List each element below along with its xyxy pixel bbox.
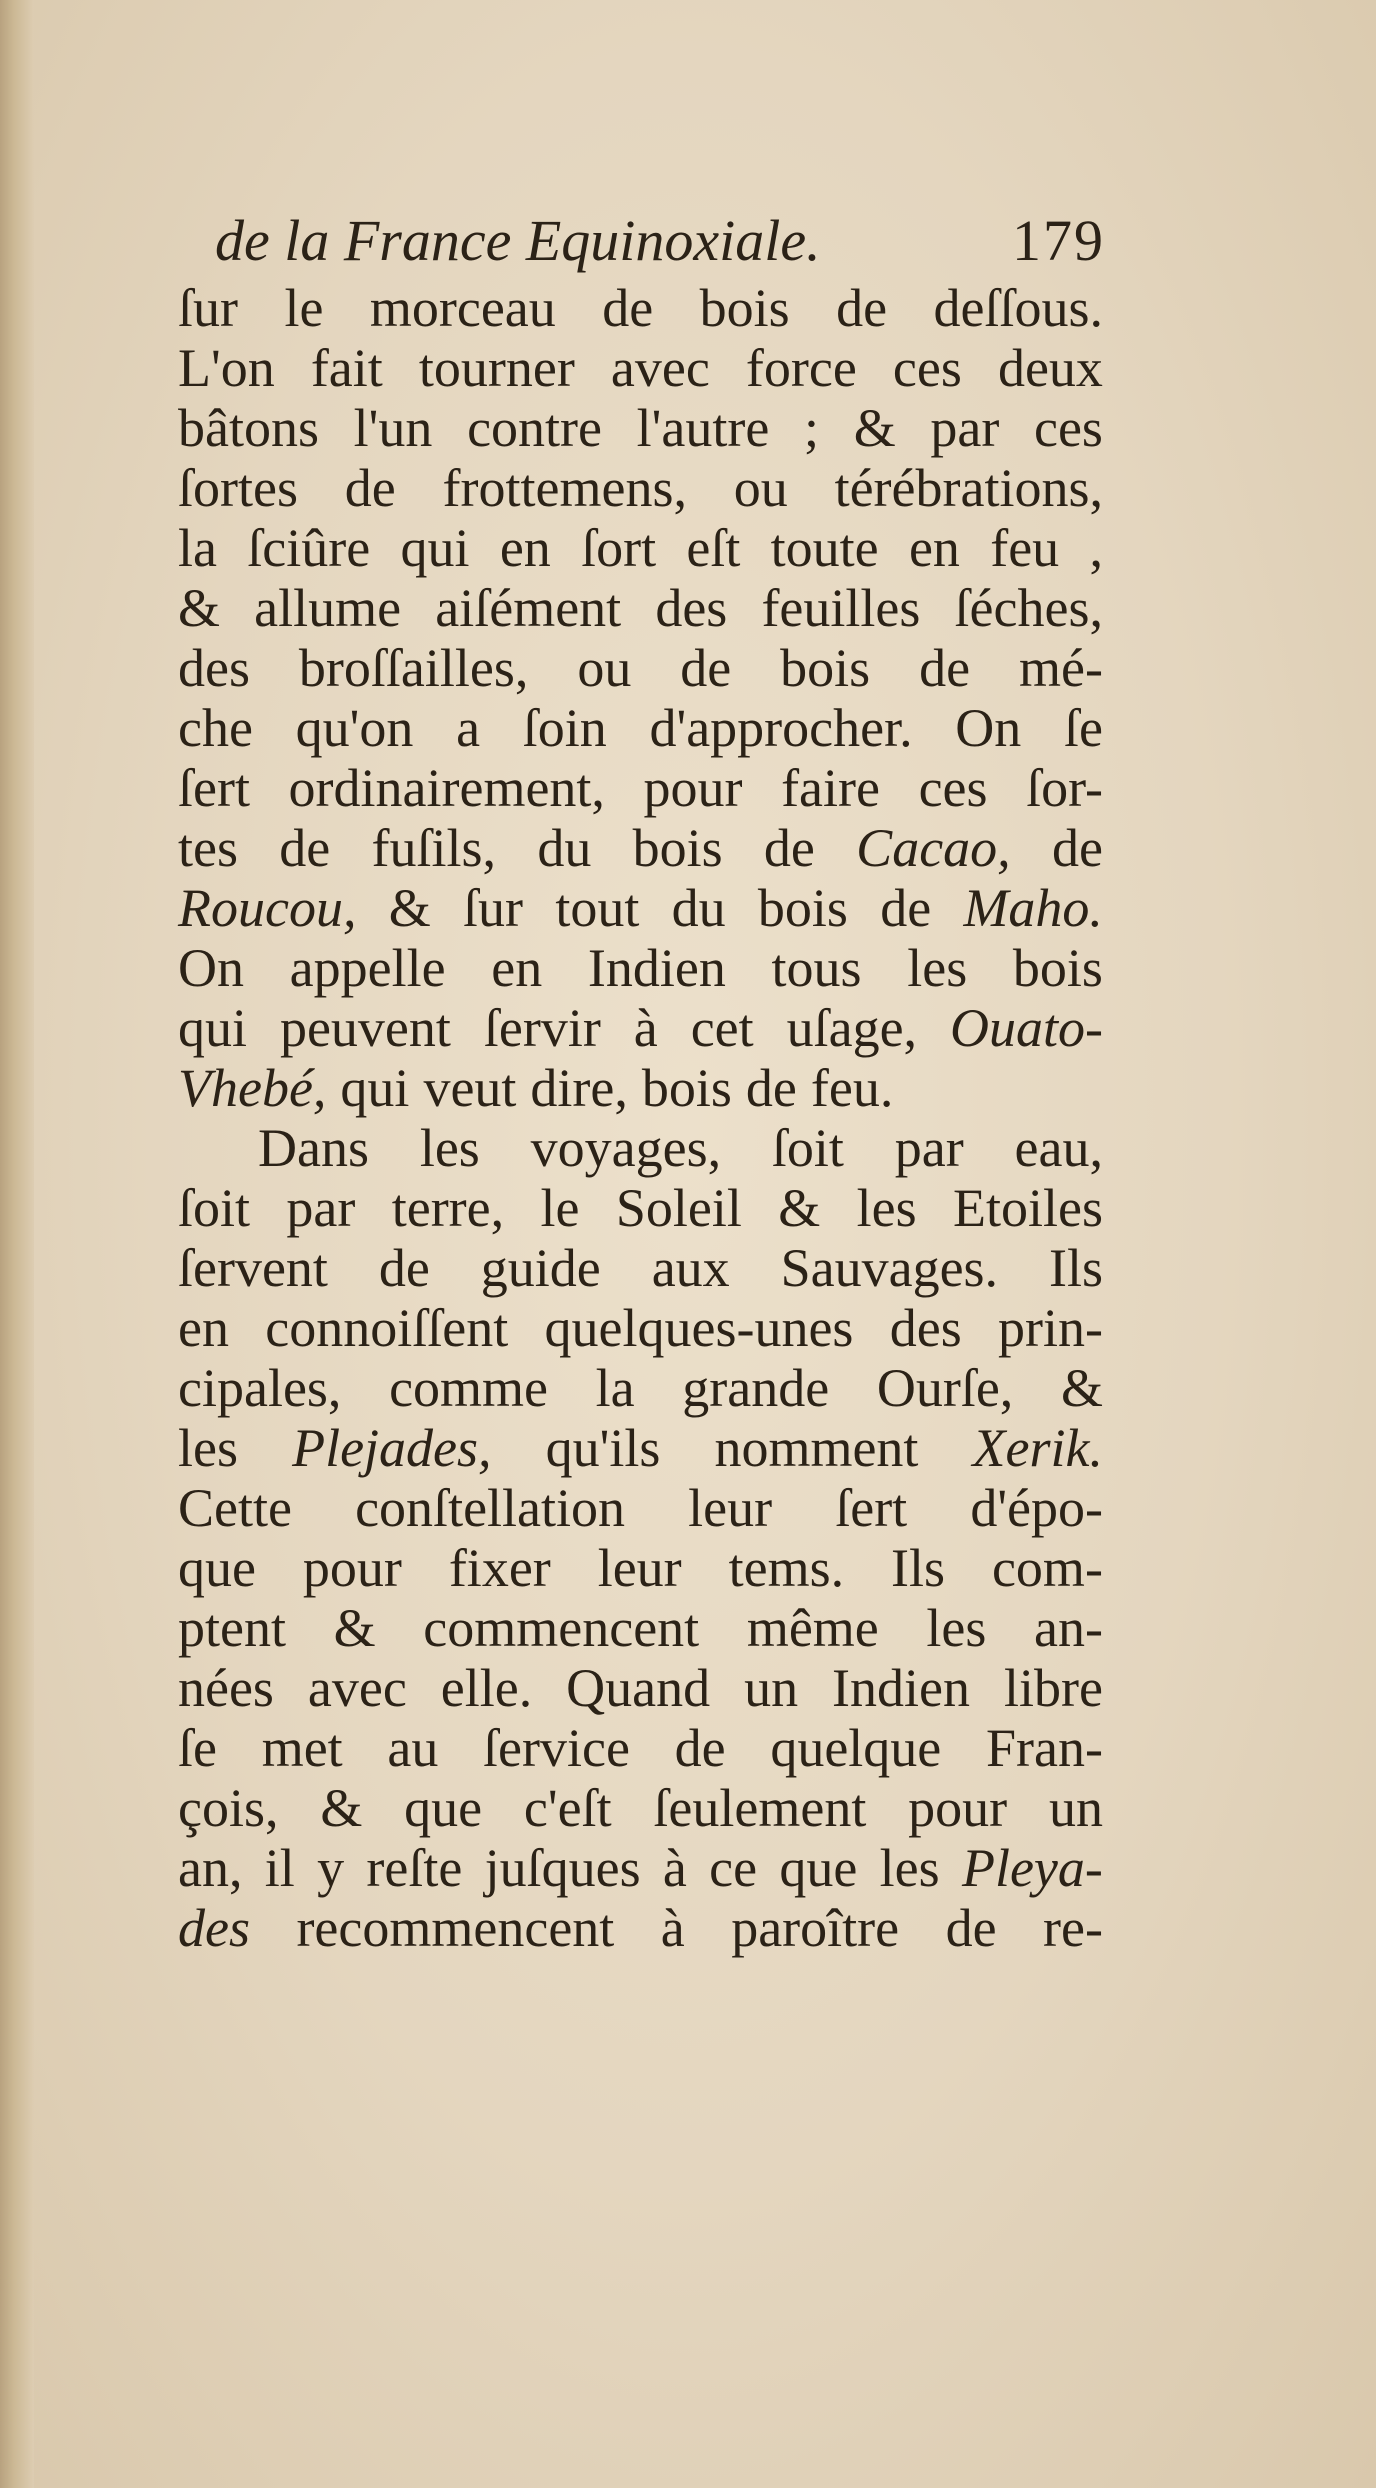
paragraph-2 xyxy=(178,1118,1103,1958)
text-line: ſert ordinairement, pour faire ces ſor- xyxy=(178,758,1103,818)
text-line: en connoiſſent quelques-unes des prin- xyxy=(178,1298,1103,1358)
text-line: ſoit par terre, le Soleil & les Etoiles xyxy=(178,1178,1103,1238)
text-line: bâtons l'un contre l'autre ; & par ces xyxy=(178,398,1103,458)
running-title: de la France Equinoxiale. xyxy=(215,208,821,273)
body-text xyxy=(178,278,1103,1958)
text-line: L'on fait tourner avec force ces deux xyxy=(178,338,1103,398)
text-line: an, il y reſte juſques à ce que les Pleya- xyxy=(178,1838,1103,1898)
text-line: cipales, comme la grande Ourſe, & xyxy=(178,1358,1103,1418)
page-header xyxy=(215,205,1105,277)
text-line: nées avec elle. Quand un Indien libre xyxy=(178,1658,1103,1718)
text-line: Roucou, & ſur tout du bois de Maho. xyxy=(178,878,1103,938)
text-line: que pour fixer leur tems. Ils com- xyxy=(178,1538,1103,1598)
text-line: ſervent de guide aux Sauvages. Ils xyxy=(178,1238,1103,1298)
text-line: qui peuvent ſervir à cet uſage, Ouato- xyxy=(178,998,1103,1058)
text-line: ſur le morceau de bois de deſſous. xyxy=(178,278,1103,338)
text-line: des broſſailles, ou de bois de mé- xyxy=(178,638,1103,698)
text-line: les Plejades, qu'ils nomment Xerik. xyxy=(178,1418,1103,1478)
text-line: des recommencent à paroître de re- xyxy=(178,1898,1103,1958)
text-line: ſe met au ſervice de quelque Fran- xyxy=(178,1718,1103,1778)
text-line: Dans les voyages, ſoit par eau, xyxy=(258,1118,1103,1178)
text-line: che qu'on a ſoin d'approcher. On ſe xyxy=(178,698,1103,758)
page-number: 179 xyxy=(1012,208,1105,273)
text-line: la ſciûre qui en ſort eſt toute en feu , xyxy=(178,518,1103,578)
text-line: çois, & que c'eſt ſeulement pour un xyxy=(178,1778,1103,1838)
text-line: On appelle en Indien tous les bois xyxy=(178,938,1103,998)
binding-edge xyxy=(0,0,34,2488)
text-line: ptent & commencent même les an- xyxy=(178,1598,1103,1658)
text-line: Vhebé, qui veut dire, bois de feu. xyxy=(178,1058,894,1118)
text-line: ſortes de frottemens, ou térébrations, xyxy=(178,458,1103,518)
paragraph-1 xyxy=(178,278,1103,1118)
text-line: tes de fuſils, du bois de Cacao, de xyxy=(178,818,1103,878)
text-line: Cette conſtellation leur ſert d'épo- xyxy=(178,1478,1103,1538)
text-line: & allume aiſément des feuilles ſéches, xyxy=(178,578,1103,638)
